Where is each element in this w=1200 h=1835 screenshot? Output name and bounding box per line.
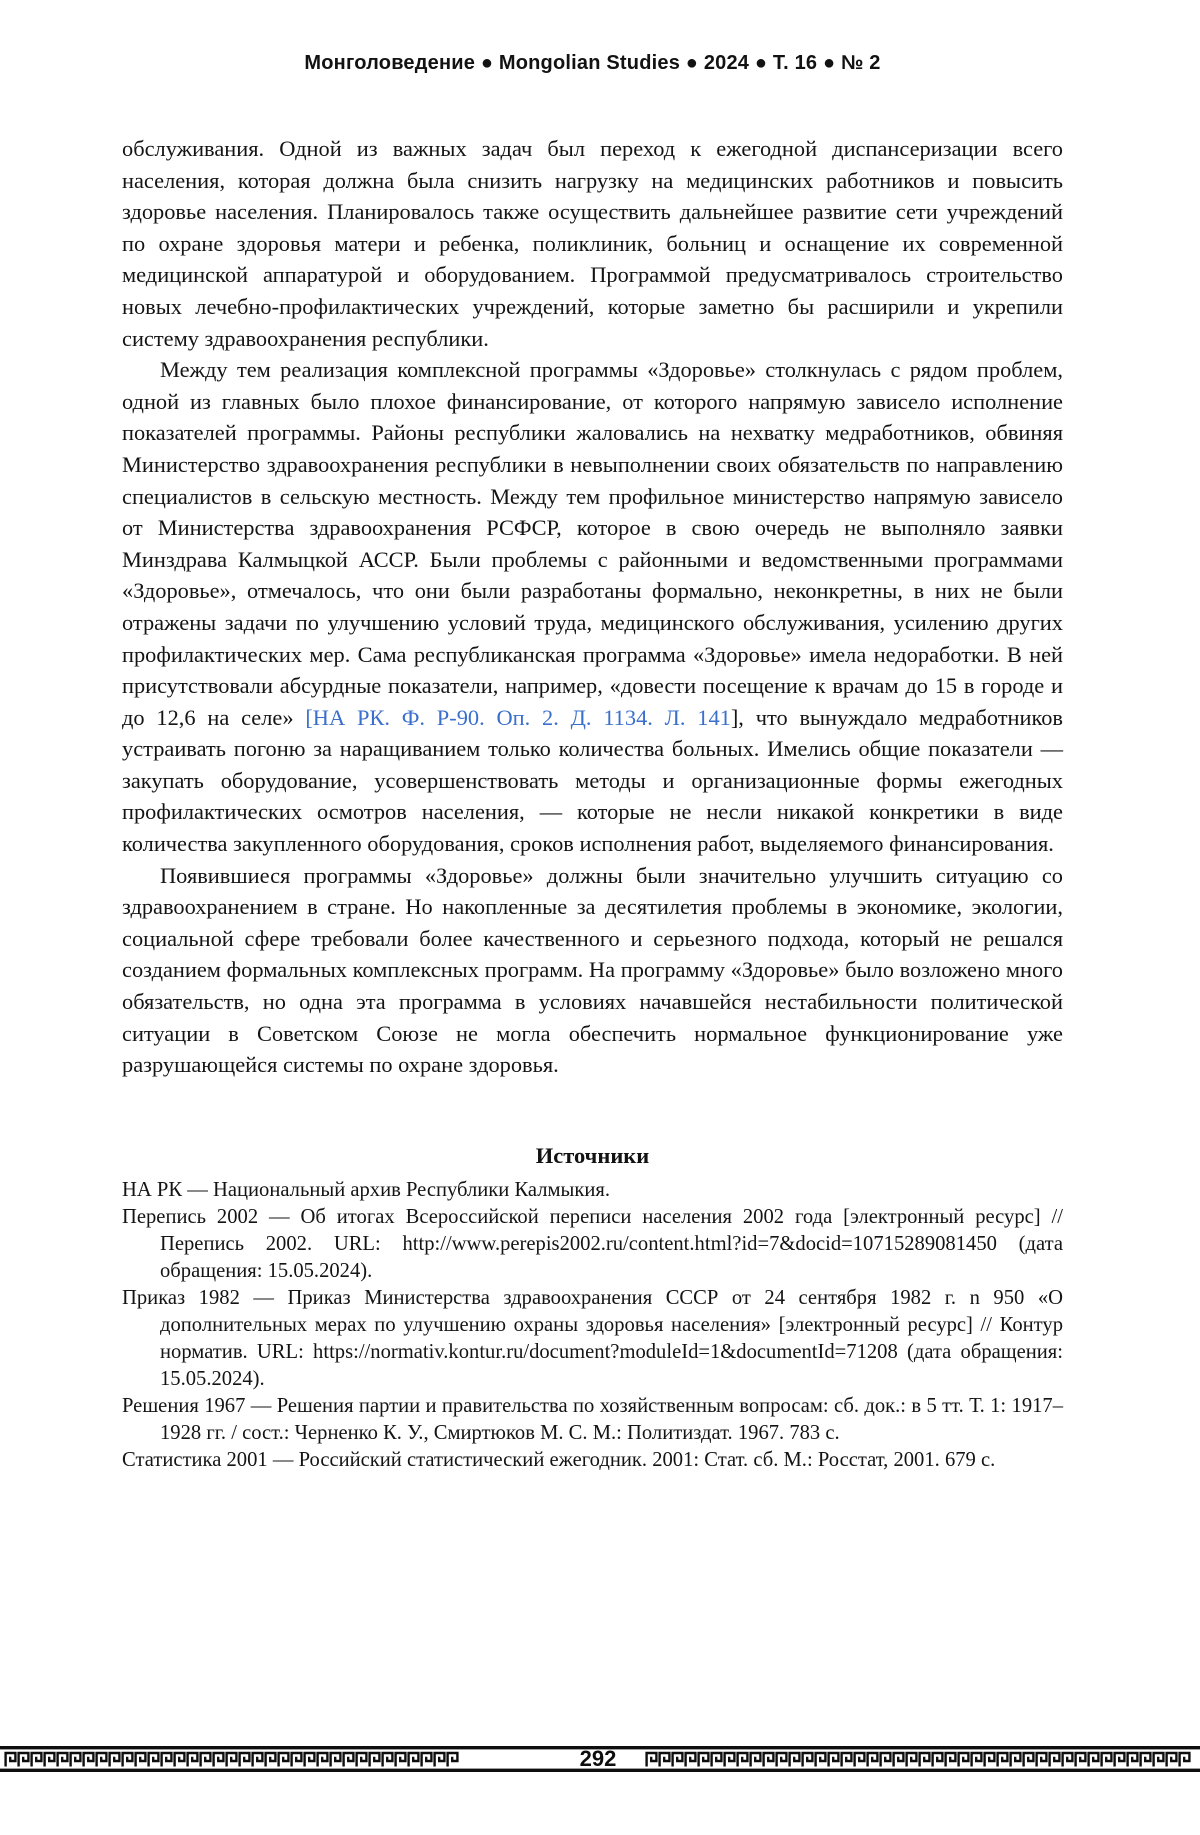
body-paragraph-1: обслуживания. Одной из важных задач был переход к ежегодной диспансеризации всего населения, которая должна была снизить нагрузку на медицинских работников и повысить здоровье населения. Планировалось также осуществить дальнейшее развитие сети учреждений по охране здоровья матери и ребенка, поликлиник, больниц и оснащение их современной медицинской аппаратурой и оборудованием. Программой предусматривалось строительство новых лечебно-профилактических учреждений, которые заметно бы расширили и укрепили систему здравоохранения республики. [122, 136, 1063, 351]
sources-heading: Источники [535, 1142, 650, 1168]
paragraph-2-text-before: Между тем реализация комплексной программы «Здоровье» столкнулась с рядом проблем, одной из главных было плохое финансирование, от которого напрямую зависело исполнение показателей программы. Районы республики жаловались на нехватку медработников, обвиняя Министерство здравоохранения республики в невыполнении своих обязательств по направлению специалистов в сельскую местность. Между тем профильное министерство напрямую зависело от Министерства здравоохранения РСФСР, которое в свою очередь не выполняло заявки Минздрава Калмыцкой АССР. Были проблемы с районными и ведомственными программами «Здоровье», отмечалось, что они были разработаны формально, неконкретны, в них не были отражены задачи по улучшению условий труда, медицинского обслуживания, усилению других профилактических мер. Сама республиканская программа «Здоровье» имела недоработки. В ней присутствовали абсурдные показатели, например, «довести посещение к врачам до 15 в городе и до 12,6 на селе» [122, 357, 1063, 730]
footer-ornament-band [0, 1746, 1200, 1772]
archive-reference-link[interactable]: [НА РК. Ф. Р-90. Оп. 2. Д. 1134. Л. 141 [305, 704, 731, 730]
page-number: 292 [579, 1746, 617, 1771]
journal-header-line: Монголоведение ● Mongolian Studies ● 2024 ● Т. 16 ● № 2 [304, 52, 881, 74]
article-body [122, 133, 1063, 1081]
paragraph-2-text-after: ], что вынуждало медработников устраивать погоню за наращиванием только количества больных. Имелись общие показатели — закупать оборудование, усовершенствовать методы и организационные формы ежегодных профилактических осмотров населения, — которые не несли никакой конкретики в виде количества закупленного оборудования, сроков исполнения работ, выделяемого финансирования. [122, 704, 1063, 857]
source-entry: Решения 1967 — Решения партии и правительства по хозяйственным вопросам: сб. док.: в 5 тт. Т. 1: 1917–1928 гг. / сост.: Черненко К. У., Смиртюков М. С. М.: Политиздат. 1967. 783 с. [122, 1394, 1063, 1444]
source-entry: Статистика 2001 — Российский статистический ежегодник. 2001: Стат. сб. М.: Росстат, 2001. 679 с. [122, 1448, 996, 1471]
sources-list [122, 1177, 1063, 1474]
body-paragraph-2 [122, 354, 1063, 860]
source-entry: Перепись 2002 — Об итогах Всероссийской переписи населения 2002 года [электронный ресурс] // Перепись 2002. URL: http://www.perepis2002.ru/content.html?id=7&docid=10715289081450 (дата обращения: 15.05.2024). [122, 1205, 1063, 1282]
body-paragraph-3: Появившиеся программы «Здоровье» должны были значительно улучшить ситуацию со здравоохранением в стране. Но накопленные за десятилетия проблемы в экономике, экологии, социальной сфере требовали более качественного и серьезного подхода, который не решался созданием формальных комплексных программ. На программу «Здоровье» было возложено много обязательств, но одна эта программа в условиях начавшейся нестабильности политической ситуации в Советском Союзе не могла обеспечить нормальное функционирование уже разрушающейся системы по охране здоровья. [122, 862, 1063, 1078]
source-entry: Приказ 1982 — Приказ Министерства здравоохранения СССР от 24 сентября 1982 г. n 950 «О дополнительных мерах по улучшению охраны здоровья населения» [электронный ресурс] // Контур норматив. URL: https://normativ.kontur.ru/document?moduleId=1&documentId=71208 (дата обращения: 15.05.2024). [122, 1286, 1063, 1390]
source-entry: НА РК — Национальный архив Республики Калмыкия. [122, 1178, 611, 1201]
